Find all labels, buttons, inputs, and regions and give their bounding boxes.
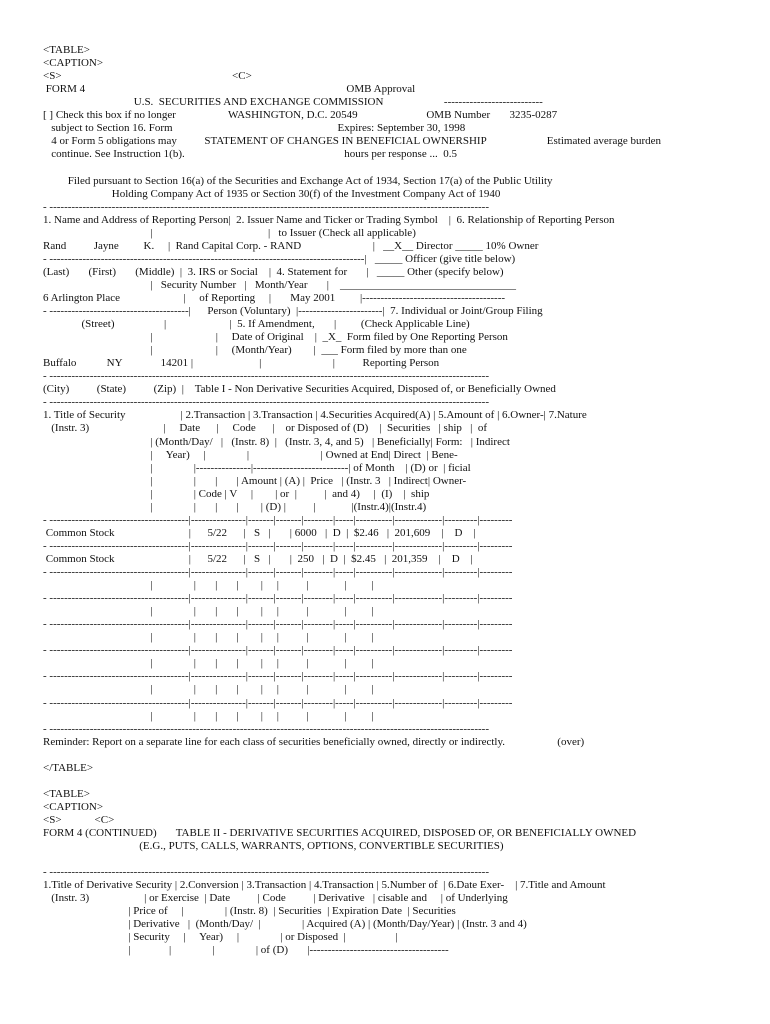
form-line: | | | | | | | | | bbox=[43, 605, 374, 618]
form-line: - --------------------------------------|---------------|-------|-------|--------|-----|----------|-------------|---------|--------- bbox=[43, 592, 513, 605]
form-line: - --------------------------------------|---------------|-------|-------|--------|-----|----------|-------------|---------|--------- bbox=[43, 670, 513, 683]
form-line: Holding Company Act of 1935 or Section 30(f) of the Investment Company Act of 1940 bbox=[43, 187, 501, 200]
form-line: | | | | | | | | | bbox=[43, 579, 374, 592]
form-line: (Instr. 3) | or Exercise | Date | Code | Derivative | cisable and | of Underlying bbox=[43, 892, 508, 905]
form-line: | (Month/Day/ | (Instr. 8) | (Instr. 3, 4, and 5) | Beneficially| Form: | Indirect bbox=[43, 435, 510, 448]
form-line: <CAPTION> bbox=[43, 800, 104, 813]
form-line: [ ] Check this box if no longer WASHINGTON, D.C. 20549 OMB Number 3235-0287 bbox=[43, 109, 558, 122]
form-line: | Derivative | (Month/Day/ | | Acquired (A) | (Month/Day/Year) | (Instr. 3 and 4) bbox=[43, 918, 527, 931]
form-line: | | | | | | | | | bbox=[43, 657, 374, 670]
form-line: | | Date of Original | _X_ Form filed by One Reporting Person bbox=[43, 331, 508, 344]
form-line: (E.G., PUTS, CALLS, WARRANTS, OPTIONS, CONVERTIBLE SECURITIES) bbox=[43, 840, 504, 853]
form-line: 4 or Form 5 obligations may STATEMENT OF CHANGES IN BENEFICIAL OWNERSHIP Estimated average burden bbox=[43, 135, 662, 148]
form-line: subject to Section 16. Form Expires: September 30, 1998 bbox=[43, 122, 466, 135]
form-line: - ------------------------------------------------------------------------------------------------------------------------ bbox=[43, 396, 489, 409]
form-line: continue. See Instruction 1(b). hours per response ... 0.5 bbox=[43, 148, 457, 161]
form-line: - --------------------------------------| Person (Voluntary) |-----------------------| 7. Individual or Joint/Group Filing bbox=[43, 305, 543, 317]
form-line: - --------------------------------------|---------------|-------|-------|--------|-----|----------|-------------|---------|--------- bbox=[43, 696, 513, 709]
form-line: | Security Number | Month/Year | ________________________________ bbox=[43, 278, 516, 291]
form-line: FORM 4 OMB Approval bbox=[43, 83, 416, 96]
form-line: <CAPTION> bbox=[43, 57, 104, 70]
form-line: | | (Month/Year) | ___ Form filed by more than one bbox=[43, 344, 467, 357]
form-line: | | | | | | | | | bbox=[43, 709, 374, 722]
form-line: | | to Issuer (Check all applicable) bbox=[43, 226, 416, 239]
form-line: Rand Jayne K. | Rand Capital Corp. - RAND | __X__ Director _____ 10% Owner bbox=[43, 239, 539, 252]
form-line: (Last) (First) (Middle) | 3. IRS or Social | 4. Statement for | _____ Other (specify below) bbox=[43, 265, 504, 278]
form-line: (City) (State) (Zip) | Table I - Non Derivative Securities Acquired, Disposed of, or Beneficially Owned bbox=[43, 383, 556, 396]
form-line: (Instr. 3) | Date | Code | or Disposed of (D) | Securities | ship | of bbox=[43, 422, 487, 435]
form-line: - --------------------------------------------------------------------------------------| _____ Officer (give title below) bbox=[43, 252, 516, 265]
form-line: 6 Arlington Place | of Reporting | May 2001 |--------------------------------------- bbox=[43, 291, 506, 304]
form-line: | | Code | V | | or | | and 4) | (I) | ship bbox=[43, 487, 430, 500]
form-line: | | | | | | | | | bbox=[43, 683, 374, 696]
form-line: | | | | | (D) | | |(Instr.4)|(Instr.4) bbox=[43, 500, 427, 513]
form-line: <TABLE> bbox=[43, 787, 90, 800]
form-line: | Year) | | | Owned at End| Direct | Bene- bbox=[43, 448, 458, 461]
form-line: <TABLE> bbox=[43, 44, 90, 56]
form-line: 1.Title of Derivative Security | 2.Conversion | 3.Transaction | 4.Transaction | 5.Number of | 6.Date Exer- | 7.Title and Amount bbox=[43, 879, 606, 892]
form-line: U.S. SECURITIES AND EXCHANGE COMMISSION --------------------------- bbox=[43, 96, 543, 109]
form-line: | | | | Amount | (A) | Price | (Instr. 3 | Indirect| Owner- bbox=[43, 474, 467, 487]
form-line: - --------------------------------------|---------------|-------|-------|--------|-----|----------|-------------|---------|--------- bbox=[43, 513, 513, 526]
form-line: - --------------------------------------|---------------|-------|-------|--------|-----|----------|-------------|---------|--------- bbox=[43, 618, 513, 631]
form-line: Common Stock | 5/22 | S | | 250 | D | $2.45 | 201,359 | D | bbox=[43, 552, 473, 565]
form-line: 1. Title of Security | 2.Transaction | 3.Transaction | 4.Securities Acquired(A) | 5.Amount of | 6.Owner-| 7.Nature bbox=[43, 409, 587, 422]
form-line: <S> <C> bbox=[43, 813, 115, 826]
form-line: - --------------------------------------|---------------|-------|-------|--------|-----|----------|-------------|---------|--------- bbox=[43, 566, 513, 578]
form-line: - ------------------------------------------------------------------------------------------------------------------------ bbox=[43, 200, 489, 213]
form-line: </TABLE> bbox=[43, 761, 94, 774]
form-line: | Price of | | (Instr. 8) | Securities | Expiration Date | Securities bbox=[43, 905, 456, 918]
form-line: | Security | Year) | | or Disposed | | bbox=[43, 931, 398, 944]
form-line: Buffalo NY 14201 | | | Reporting Person bbox=[43, 357, 440, 370]
form-line: - ------------------------------------------------------------------------------------------------------------------------ bbox=[43, 370, 489, 383]
form-line: <S> <C> bbox=[43, 70, 252, 83]
form-line: Reminder: Report on a separate line for each class of securities beneficially owned, directly or indirectly. (over) bbox=[43, 735, 585, 748]
form-line: Filed pursuant to Section 16(a) of the Securities and Exchange Act of 1934, Section 17(a) of the Public Utility bbox=[43, 174, 553, 187]
form-line: - --------------------------------------|---------------|-------|-------|--------|-----|----------|-------------|---------|--------- bbox=[43, 644, 513, 657]
form-line: | |---------------|--------------------------| of Month | (D) or | ficial bbox=[43, 461, 471, 474]
form-line: Common Stock | 5/22 | S | | 6000 | D | $2.46 | 201,609 | D | bbox=[43, 526, 476, 539]
form-line: FORM 4 (CONTINUED) TABLE II - DERIVATIVE SECURITIES ACQUIRED, DISPOSED OF, OR BENEFICIALLY OWNED bbox=[43, 827, 637, 839]
form-line: - ------------------------------------------------------------------------------------------------------------------------ bbox=[43, 722, 489, 735]
form-line: 1. Name and Address of Reporting Person| 2. Issuer Name and Ticker or Trading Symbol | 6. Relationship of Reporting Person bbox=[43, 213, 615, 226]
form-line: - --------------------------------------|---------------|-------|-------|--------|-----|----------|-------------|---------|--------- bbox=[43, 539, 513, 552]
form-line: - ------------------------------------------------------------------------------------------------------------------------ bbox=[43, 866, 489, 879]
form-line: | | | | of (D) |-------------------------------------- bbox=[43, 944, 449, 957]
form-line: (Street) | | 5. If Amendment, | (Check Applicable Line) bbox=[43, 318, 470, 331]
form-line: | | | | | | | | | bbox=[43, 631, 374, 644]
